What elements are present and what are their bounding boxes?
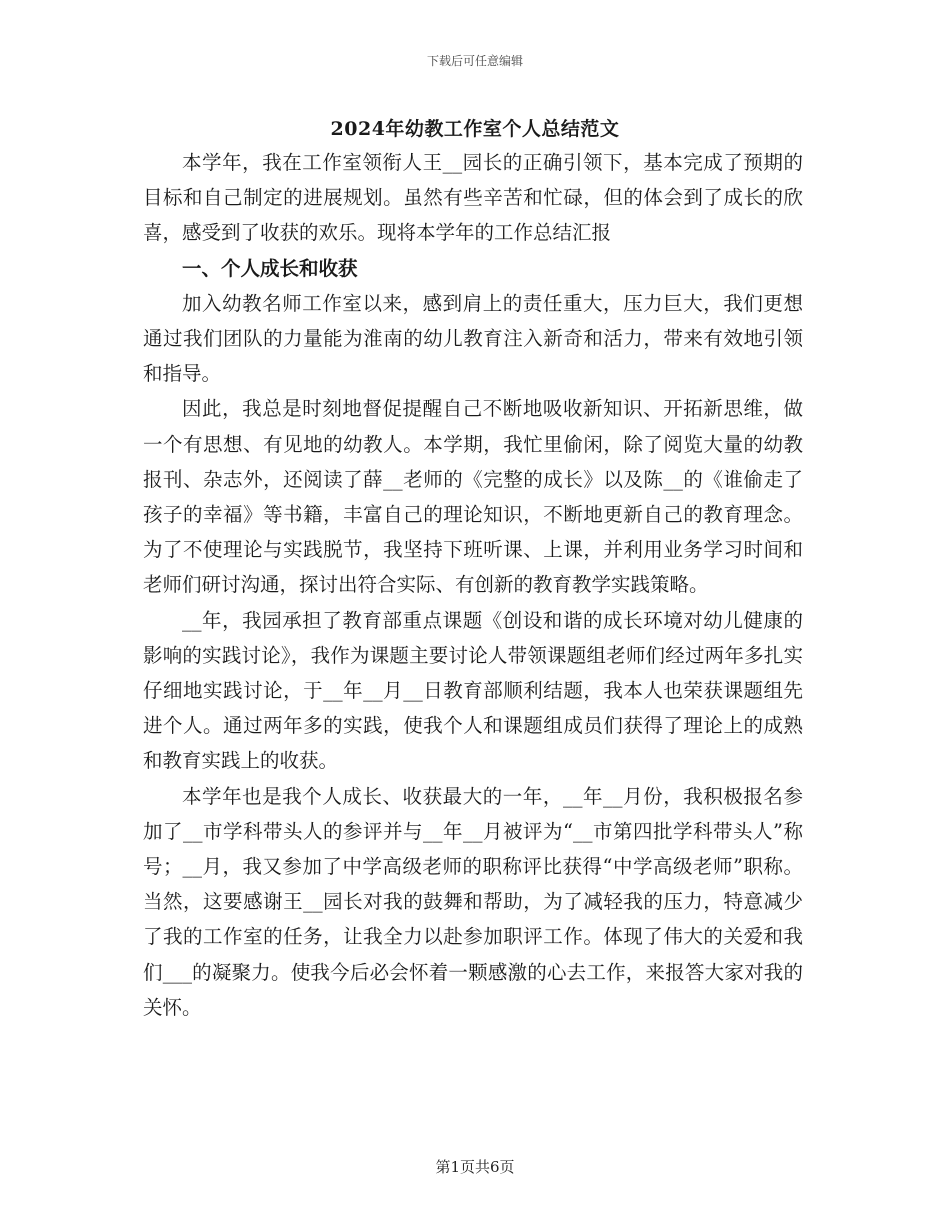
paragraph-intro: 本学年，我在工作室领衔人王__园长的正确引领下，基本完成了预期的目标和自己制定的进展规划。虽然有些辛苦和忙碌，但的体会到了成长的欣喜，感受到了收获的欢乐。现将本学年的工作总结汇报 <box>143 151 803 245</box>
page-footer-number: 第1页共6页 <box>435 1158 515 1176</box>
document-body <box>143 145 803 1025</box>
paragraph: 本学年也是我个人成长、收获最大的一年，__年__月份，我积极报名参加了__市学科带头人的参评并与__年__月被评为“__市第四批学科带头人”称号；__月，我又参加了中学高级老师的职称评比获得“中学高级老师”职称。当然，这要感谢王__园长对我的鼓舞和帮助，为了减轻我的压力，特意减少了我的工作室的任务，让我全力以赴参加职评工作。体现了伟大的关爱和我们___的凝聚力。使我今后必会怀着一颗感激的心去工作，来报答大家对我的关怀。 <box>143 784 803 1019</box>
page-header-note: 下载后可任意编辑 <box>426 54 523 68</box>
paragraph: 因此，我总是时刻地督促提醒自己不断地吸收新知识、开拓新思维，做一个有思想、有见地的幼教人。本学期，我忙里偷闲，除了阅览大量的幼教报刊、杂志外，还阅读了薛__老师的《完整的成长》以及陈__的《谁偷走了孩子的幸福》等书籍，丰富自己的理论知识，不断地更新自己的教育理念。为了不使理论与实践脱节，我坚持下班听课、上课，并利用业务学习时间和老师们研讨沟通，探讨出符合实际、有创新的教育教学实践策略。 <box>143 397 803 597</box>
paragraph: 加入幼教名师工作室以来，感到肩上的责任重大，压力巨大，我们更想通过我们团队的力量能为淮南的幼儿教育注入新奇和活力，带来有效地引领和指导。 <box>143 291 803 386</box>
paragraph: __年，我园承担了教育部重点课题《创设和谐的成长环境对幼儿健康的影响的实践讨论》，我作为课题主要讨论人带领课题组老师们经过两年多扎实仔细地实践讨论，于__年__月__日教育部顺利结题，我本人也荣获课题组先进个人。通过两年多的实践，使我个人和课题组成员们获得了理论上的成熟和教育实践上的收获。 <box>143 608 803 773</box>
section-heading: 一、个人成长和收获 <box>182 256 358 280</box>
document-title: 2024年幼教工作室个人总结范文 <box>330 118 620 140</box>
